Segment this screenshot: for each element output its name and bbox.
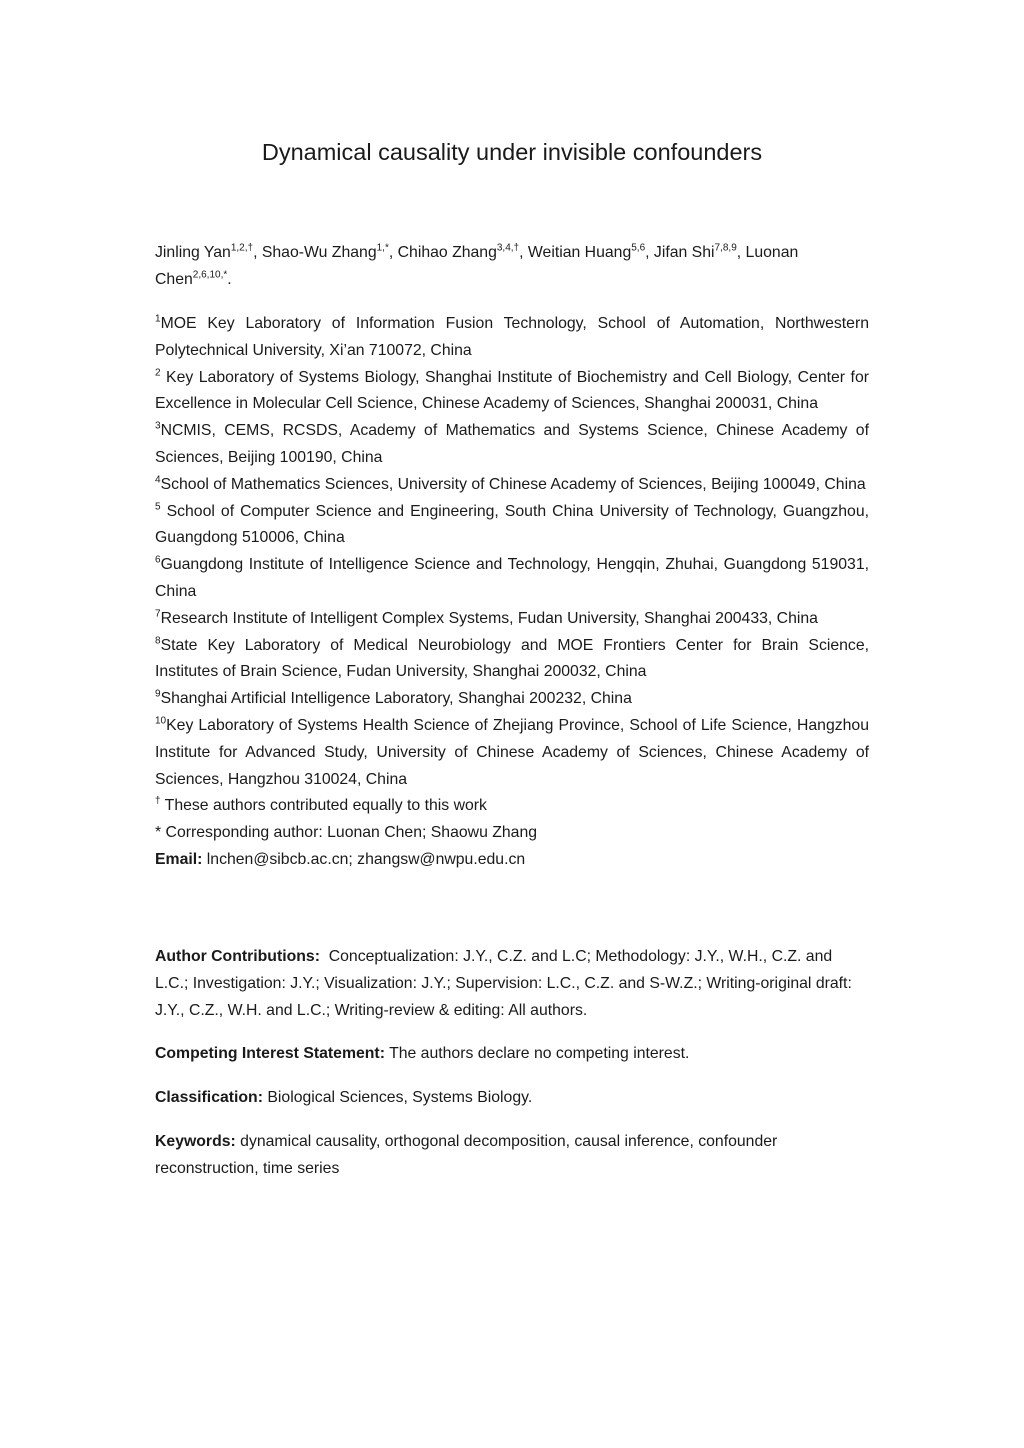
affiliation-number: 8 bbox=[155, 635, 161, 647]
affiliation-number: 10 bbox=[155, 715, 167, 727]
affiliation-number: 7 bbox=[155, 608, 161, 620]
corresponding-author-text: Corresponding author: Luonan Chen; Shaowu Zhang bbox=[165, 824, 538, 842]
affiliation-text: Key Laboratory of Systems Biology, Shanghai Institute of Biochemistry and Cell Biology, Center for Excellence in Molecular Cell Science, Chinese Academy of Sciences, Shanghai 200031, China bbox=[155, 368, 869, 413]
author-list: Jinling Yan$^{1,2,\dagger}$, Shao-Wu Zhang$^{1,*}$, Chihao Zhang$^{3,4,\dagger}$, Weitian Huang$^{5,6}$, Jifan Shi$^{7,8,9}$, Luonan Chen$^{2,6,10,*}$. bbox=[155, 242, 799, 288]
affiliation-item bbox=[155, 606, 869, 633]
affiliation-text: MOE Key Laboratory of Information Fusion Technology, School of Automation, Northwestern Polytechnical University, Xi’an 710072, China bbox=[155, 315, 869, 359]
author-superscript: 2,6,10,* bbox=[192, 269, 228, 281]
competing-text: The authors declare no competing interest. bbox=[389, 1045, 690, 1063]
author-superscript: 1,2,† bbox=[230, 242, 254, 254]
author-name: Shao-Wu Zhang bbox=[261, 244, 377, 261]
author-contributions bbox=[155, 944, 869, 1024]
affiliation-item bbox=[155, 633, 869, 687]
author-name: Luonan Chen bbox=[155, 244, 799, 288]
email-line bbox=[155, 847, 869, 874]
author-superscript: 5,6 bbox=[631, 242, 646, 254]
affiliation-text: Research Institute of Intelligent Complex Systems, Fudan University, Shanghai 200433, China bbox=[160, 609, 818, 627]
competing-label: Competing Interest Statement: bbox=[155, 1045, 385, 1063]
equal-contribution-note bbox=[155, 793, 869, 820]
corresponding-author-note bbox=[155, 820, 869, 847]
affiliation-text: School of Computer Science and Engineering, South China University of Technology, Guangzhou, Guangdong 510006, China bbox=[155, 502, 869, 547]
affiliation-number: 5 bbox=[155, 501, 161, 513]
author-name: Jifan Shi bbox=[653, 244, 715, 261]
affiliation-item bbox=[155, 365, 869, 419]
affiliation-text: Key Laboratory of Systems Health Science of Zhejiang Province, School of Life Science, Hangzhou Institute for Advanced Study, University of Chinese Academy of Sciences, Chinese Academy of Sciences, Hangzhou 310024, China bbox=[155, 716, 869, 788]
classification-label: Classification: bbox=[155, 1089, 263, 1107]
affiliation-number: 9 bbox=[155, 688, 161, 700]
email-addresses[interactable]: lnchen@sibcb.ac.cn; zhangsw@nwpu.edu.cn bbox=[206, 850, 526, 868]
classification bbox=[155, 1085, 869, 1112]
affiliation-text: NCMIS, CEMS, RCSDS, Academy of Mathematics and Systems Science, Chinese Academy of Sciences, Beijing 100190, China bbox=[155, 422, 869, 466]
competing-interest bbox=[155, 1041, 869, 1068]
paper-metadata bbox=[155, 944, 869, 1183]
affiliation-number: 3 bbox=[155, 420, 161, 432]
author-name: Weitian Huang bbox=[527, 244, 632, 261]
affiliation-item bbox=[155, 713, 869, 793]
equal-contribution-text: These authors contributed equally to this work bbox=[164, 797, 487, 815]
paper-title: Dynamical causality under invisible confounders bbox=[261, 139, 763, 165]
asterisk-symbol: * bbox=[155, 824, 162, 842]
keywords-label: Keywords: bbox=[155, 1132, 236, 1150]
affiliation-list bbox=[155, 311, 869, 874]
affiliation-text: School of Mathematics Sciences, University of Chinese Academy of Sciences, Beijing 100049, China bbox=[160, 475, 866, 493]
author-superscript: 1,* bbox=[376, 242, 389, 254]
affiliation-item bbox=[155, 418, 869, 472]
affiliation-text: Guangdong Institute of Intelligence Science and Technology, Hengqin, Zhuhai, Guangdong 519031, China bbox=[155, 556, 869, 600]
affiliation-item bbox=[155, 552, 869, 606]
affiliation-text: State Key Laboratory of Medical Neurobiology and MOE Frontiers Center for Brain Science, Institutes of Brain Science, Fudan University, Shanghai 200032, China bbox=[155, 636, 869, 681]
affiliation-text: Shanghai Artificial Intelligence Laboratory, Shanghai 200232, China bbox=[160, 690, 632, 708]
dagger-symbol: † bbox=[155, 795, 161, 807]
affiliation-item bbox=[155, 686, 869, 713]
author-name: Chihao Zhang bbox=[397, 244, 497, 261]
author-superscript: 3,4,† bbox=[496, 242, 520, 254]
classification-text: Biological Sciences, Systems Biology. bbox=[267, 1089, 533, 1107]
author-superscript: 7,8,9 bbox=[714, 242, 737, 254]
author-name: Jinling Yan bbox=[155, 244, 231, 261]
affiliation-item bbox=[155, 499, 869, 553]
affiliation-item bbox=[155, 311, 869, 365]
email-label: Email: bbox=[155, 850, 203, 868]
keywords-text: dynamical causality, orthogonal decomposition, causal inference, confounder reconstruction, time series bbox=[155, 1132, 778, 1177]
affiliation-number: 1 bbox=[155, 313, 161, 325]
affiliation-number: 4 bbox=[155, 474, 161, 486]
affiliation-number: 2 bbox=[155, 367, 161, 379]
keywords bbox=[155, 1129, 869, 1183]
affiliation-number: 6 bbox=[155, 554, 161, 566]
affiliation-item bbox=[155, 472, 869, 499]
contributions-text: Conceptualization: J.Y., C.Z. and L.C; Methodology: J.Y., W.H., C.Z. and L.C.; Investigation: J.Y.; Visualization: J.Y.; Supervision: L.C., C.Z. and S-W.Z.; Writing-original draft: J.Y., C.Z., W.H. and L.C.; Writing-review & editing: All authors. bbox=[155, 948, 852, 1019]
contributions-label: Author Contributions: bbox=[155, 948, 320, 965]
